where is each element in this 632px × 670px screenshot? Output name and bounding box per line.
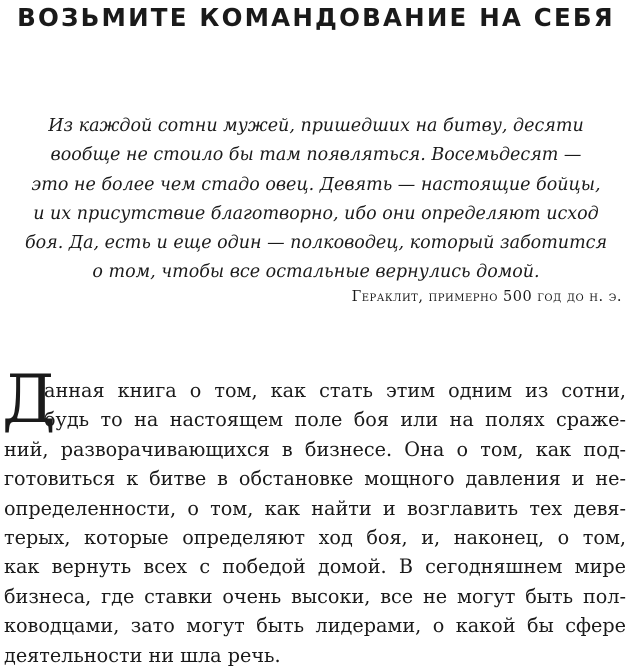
paragraph-line: готовиться к битве в обстановке мощного давления и не-	[4, 467, 626, 491]
paragraph-line: деятельности ни шла речь.	[4, 643, 281, 667]
paragraph-line: терых, которые определяют ход боя, и, наконец, о том,	[4, 525, 626, 549]
body-paragraph	[4, 376, 626, 670]
epigraph	[10, 112, 622, 288]
epigraph-line: вообще не стоило бы там появляться. Восемьдесят —	[50, 145, 582, 166]
epigraph-line: боя. Да, есть и еще один — полководец, который заботится	[24, 233, 608, 254]
paragraph-line: как вернуть всех с победой домой. В сегодняшнем мире	[4, 555, 626, 579]
epigraph-line: о том, чтобы все остальные вернулись домой.	[92, 262, 540, 283]
drop-cap: Д	[2, 361, 56, 438]
paragraph-line: анная книга о том, как стать этим одним из сотни,	[44, 379, 626, 402]
paragraph-line: ководцами, зато могут быть лидерами, о какой бы сфере	[4, 614, 626, 638]
chapter-title: ВОЗЬМИТЕ КОМАНДОВАНИЕ НА СЕБЯ	[17, 3, 615, 32]
paragraph-line: бизнеса, где ставки очень высоки, все не могут быть пол-	[4, 584, 626, 608]
epigraph-line: Из каждой сотни мужей, пришедших на битву, десяти	[48, 116, 584, 136]
epigraph-line: это не более чем стадо овец. Девять — настоящие бойцы,	[31, 174, 601, 195]
epigraph-attribution: Гераклит, примерно 500 год до н. э.	[351, 289, 622, 305]
paragraph-line: ний, разворачивающихся в бизнесе. Она о том, как под-	[4, 437, 626, 461]
paragraph-line: будь то на настоящем поле боя или на полях сраже-	[44, 408, 626, 432]
paragraph-line: определенности, о том, как найти и возглавить тех девя-	[4, 496, 626, 520]
epigraph-line: и их присутствие благотворно, ибо они определяют исход	[33, 203, 599, 224]
